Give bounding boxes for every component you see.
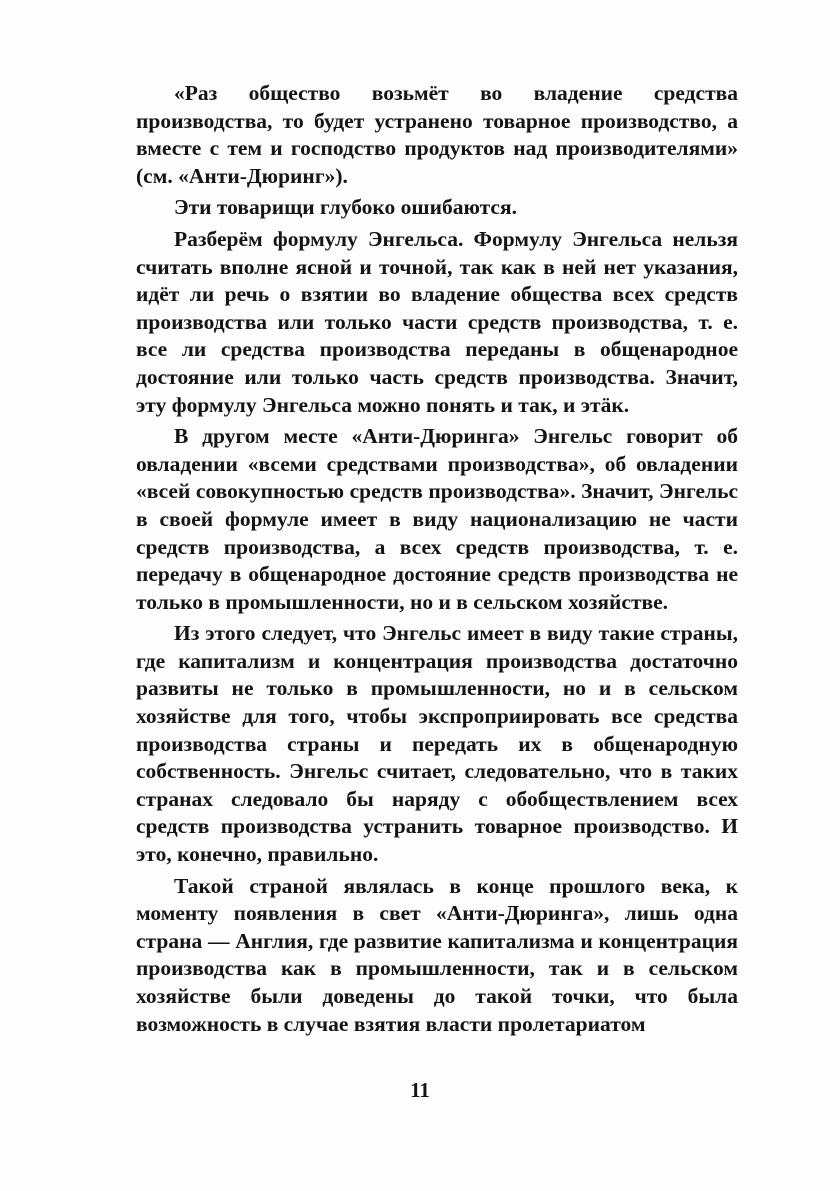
- paragraph-countries-capitalism: Из этого следует, что Энгельс имеет в виду такие страны, где капитализм и концентрация производства достаточно развиты не только в промышленности, но и в сельском хозяйстве для того, чтобы экспроприировать все средства производства страны и передать их в общенародную собственность. Энгельс считает, следовательно, что в таких странах следовало бы наряду с обобществлением всех средств производства устранить товарное производство. И это, конечно, правильно.: [136, 621, 738, 867]
- page-number: 11: [410, 1078, 430, 1102]
- paragraph-comrades-mistaken: Эти товарищи глубоко ошибаются.: [174, 195, 517, 220]
- paragraph-anti-duhring-other-place: В другом месте «Анти-Дюринга» Энгельс говорит об овладении «всеми средствами производства», об овладении «всей совокупностью средств производства». Значит, Энгельс в своей формуле имеет в виду национализацию не части средств производства, а всех средств производства, т. е. передачу в общенародное достояние средств производства не только в промышленности, но и в сельском хозяйстве.: [136, 424, 738, 614]
- paragraph-england: Такой страной являлась в конце прошлого века, к моменту появления в свет «Анти-Дюринга», лишь одна страна — Англия, где развитие капитализма и концентрация производства как в промышленности, так и в сельском хозяйстве были доведены до такой точки, что была возможность в случае взятия власти пролетариатом: [136, 873, 738, 1036]
- paragraph-quote-engels: «Раз общество возьмёт во владение средства производства, то будет устранено товарное производство, а вместе с тем и господство продуктов над производителями» (см. «Анти-Дюринг»).: [136, 81, 738, 188]
- paragraph-analyze-formula: Разберём формулу Энгельса. Формулу Энгельса нельзя считать вполне ясной и точной, так как в ней нет указания, идёт ли речь о взятии во владение общества всех средств производства или только части средств производства, т. е. все ли средства производства переданы в общенародное достояние или только часть средств производства. Значит, эту формулу Энгельса можно понять и так, и этäк.: [136, 226, 738, 417]
- body-text: [136, 80, 738, 1042]
